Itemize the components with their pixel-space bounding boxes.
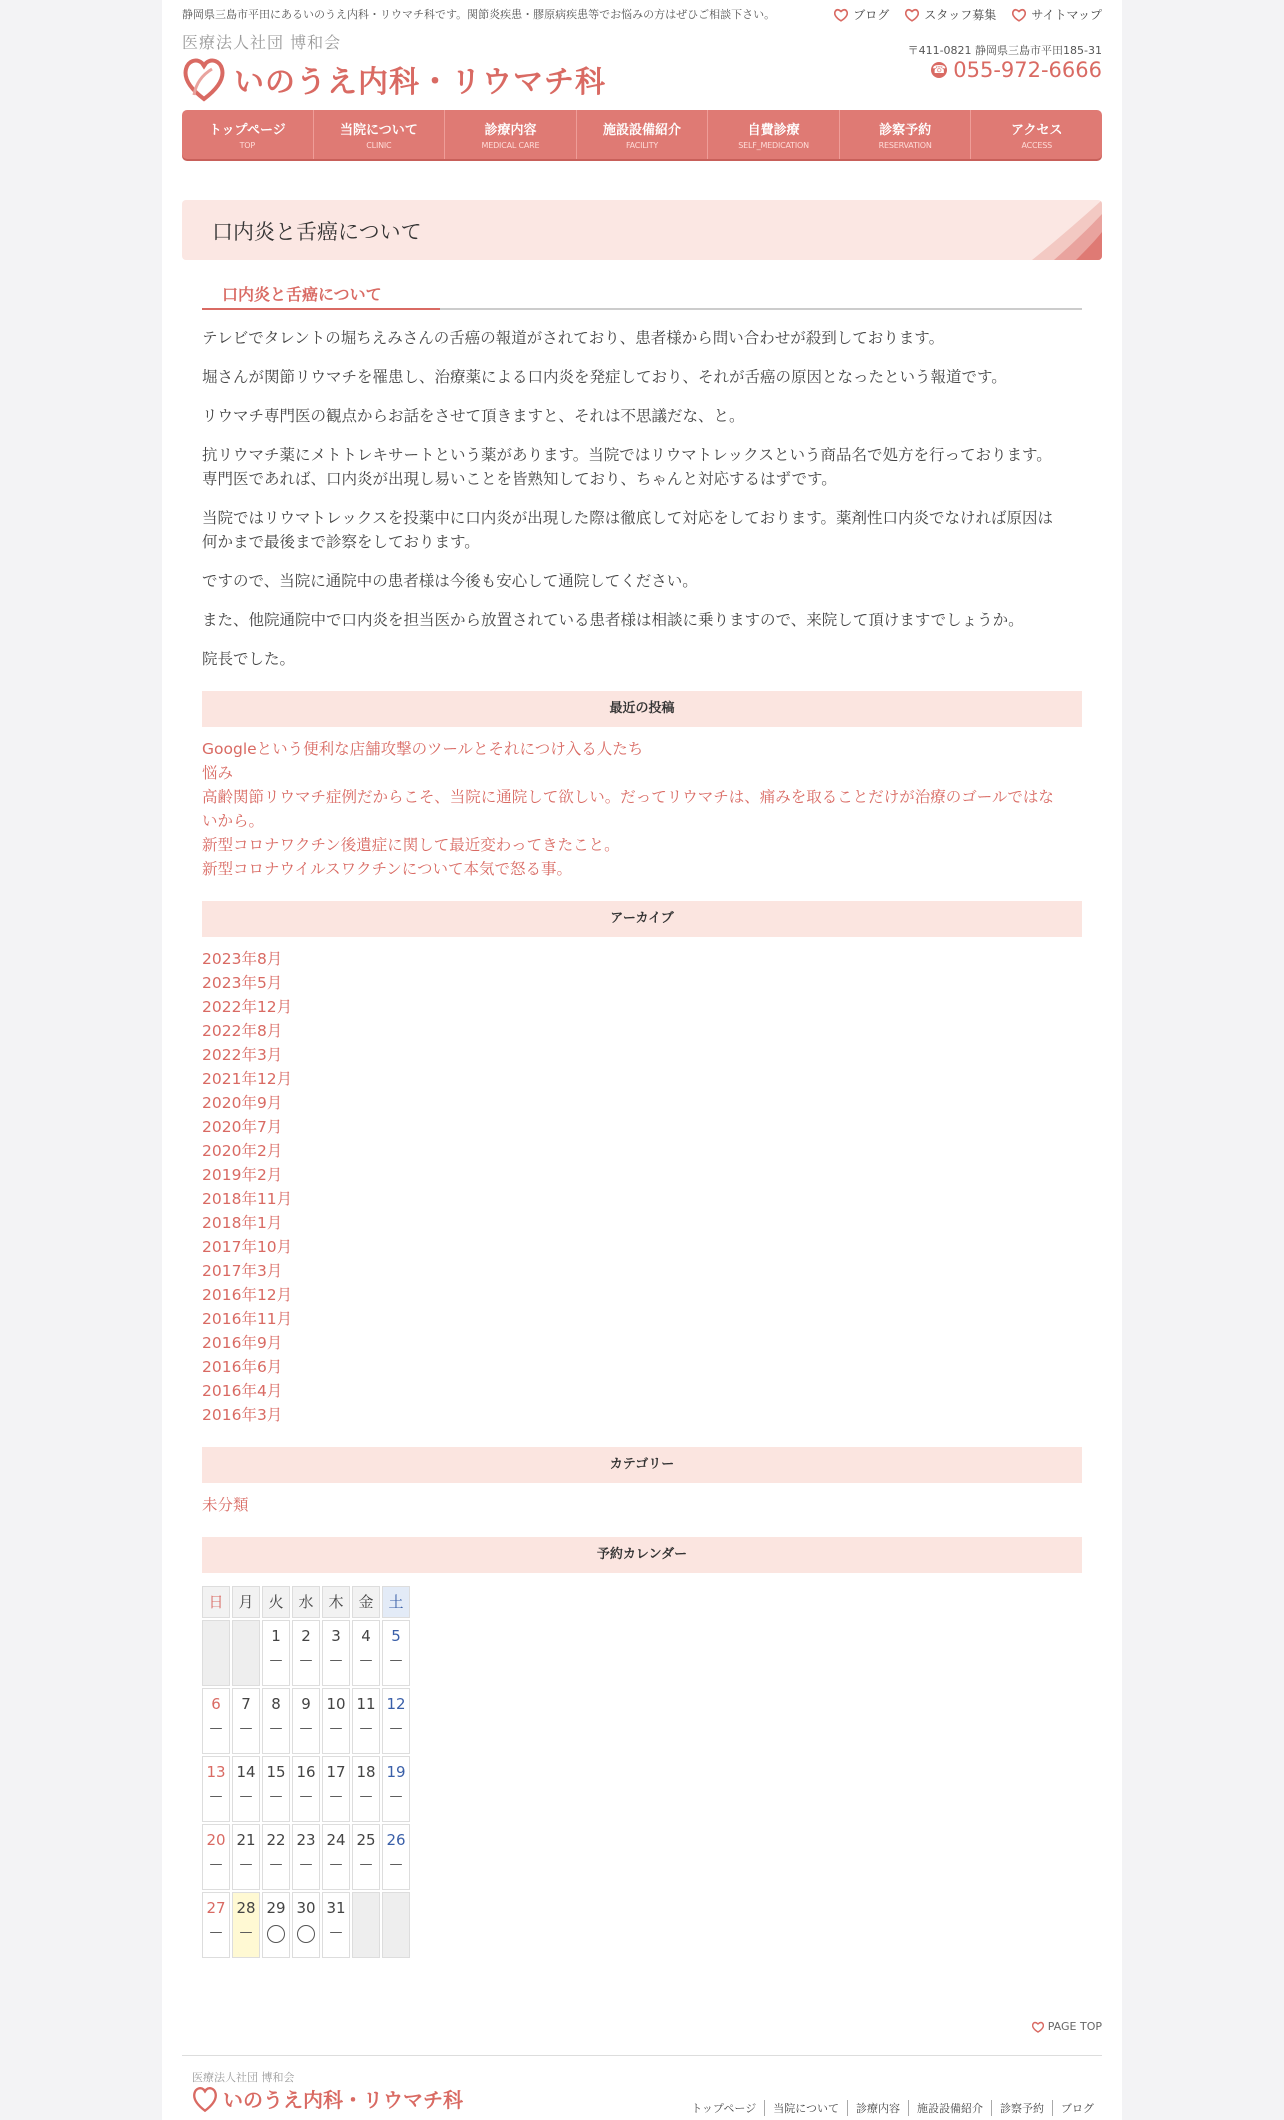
calendar-empty-cell [352, 1892, 380, 1958]
nav-item-label: 当院について [339, 123, 418, 138]
calendar-empty-cell [382, 1892, 410, 1958]
archive-link[interactable]: 2017年10月 [202, 1238, 293, 1256]
calendar-status-mark: — [299, 1789, 313, 1804]
calendar-day-number: 2 [301, 1627, 311, 1645]
calendar-status-mark: — [359, 1721, 373, 1736]
calendar-status-mark: — [209, 1857, 223, 1872]
calendar-day-number: 22 [266, 1831, 286, 1849]
top-links [834, 6, 1102, 23]
calendar-day-cell[interactable] [262, 1892, 290, 1958]
calendar-day-number: 4 [361, 1627, 371, 1645]
top-link-label: ブログ [853, 8, 890, 22]
page-top-link[interactable] [1032, 2020, 1102, 2033]
calendar-weekday: 金 [352, 1586, 380, 1618]
calendar-status-mark: — [329, 1857, 343, 1872]
footer-org-name: 医療法人社団 博和会 [192, 2071, 295, 2084]
phone-icon: ☎ [932, 63, 947, 76]
footer-nav-link[interactable]: 施設設備紹介 [908, 2100, 991, 2116]
calendar-status-mark: — [239, 1789, 253, 1804]
calendar-weekday: 木 [322, 1586, 350, 1618]
archive-link[interactable]: 2021年12月 [202, 1070, 293, 1088]
calendar-status-mark: — [269, 1653, 283, 1668]
calendar-status-mark: — [359, 1789, 373, 1804]
calendar-day-number: 15 [266, 1763, 286, 1781]
calendar-day-cell[interactable] [202, 1688, 230, 1754]
heart-logo-icon [182, 55, 226, 103]
calendar-day-cell[interactable] [262, 1688, 290, 1754]
page-title: 口内炎と舌癌について [212, 220, 422, 244]
calendar-status-mark: — [299, 1721, 313, 1736]
calendar-day-number: 19 [386, 1763, 406, 1781]
archive-link[interactable]: 2020年2月 [202, 1142, 283, 1160]
text-line: 何かまで最後まで診察をしております。 [202, 533, 480, 551]
nav-item-facility[interactable] [577, 110, 709, 159]
post-paragraph [202, 647, 1082, 671]
title-bar-decoration [1012, 200, 1102, 260]
calendar-status-mark: — [299, 1653, 313, 1668]
page [162, 0, 1122, 2120]
calendar-empty-cell [232, 1620, 260, 1686]
nav-item-top[interactable] [182, 110, 314, 159]
calendar-day-number: 24 [326, 1831, 346, 1849]
nav-item-label: 診療内容 [484, 123, 537, 138]
nav-item-label: 自費診療 [747, 123, 800, 138]
footer-clinic-name: いのうえ内科・リウマチ科 [223, 2088, 463, 2112]
top-link[interactable] [1012, 6, 1102, 23]
calendar-day-number: 21 [236, 1831, 256, 1849]
calendar-status-mark: — [269, 1789, 283, 1804]
calendar-empty-cell [202, 1620, 230, 1686]
text-line: 当院ではリウマトレックスを投薬中に口内炎が出現した際は徹底して対応をしております。薬剤性口内炎でなければ原因は [202, 509, 1053, 527]
calendar-day-cell[interactable] [262, 1824, 290, 1890]
recent-post-link[interactable] [202, 761, 1082, 785]
recent-posts-list [202, 737, 1082, 881]
text-line: 専門医であれば、口内炎が出現し易いことを皆熟知しており、ちゃんと対応するはずです。 [202, 470, 837, 488]
calendar-day-number: 3 [331, 1627, 341, 1645]
calendar-day-number: 7 [241, 1695, 251, 1713]
nav-item-sublabel: SELF_MEDICATION [738, 141, 809, 150]
page-title-bar [182, 200, 1102, 260]
heart-icon [834, 8, 848, 22]
calendar-day-cell[interactable] [292, 1824, 320, 1890]
calendar-day-cell[interactable] [322, 1824, 350, 1890]
archive-link[interactable]: 2020年7月 [202, 1118, 283, 1136]
calendar-day-cell[interactable] [202, 1892, 230, 1958]
archive-link[interactable]: 2016年4月 [202, 1382, 283, 1400]
calendar-heading: 予約カレンダー [202, 1537, 1082, 1573]
post-title-underline [202, 308, 440, 310]
post-paragraph [202, 608, 1082, 632]
nav-item-label: 診察予約 [879, 123, 932, 138]
calendar-status-mark: — [299, 1857, 313, 1872]
calendar-day-number: 27 [206, 1899, 226, 1917]
text-line: 抗リウマチ薬にメトトレキサートという薬があります。当院ではリウマトレックスという商品名で処方を行っております。 [202, 446, 1052, 464]
heart-icon [1032, 2021, 1044, 2033]
calendar-status-mark: — [239, 1721, 253, 1736]
calendar-status-mark: — [239, 1857, 253, 1872]
calendar-day-cell[interactable] [382, 1620, 410, 1686]
recent-post-link[interactable] [202, 737, 1082, 761]
recent-post-link[interactable] [202, 785, 1082, 833]
calendar-day-number: 5 [391, 1627, 401, 1645]
archive-link[interactable]: 2022年3月 [202, 1046, 283, 1064]
calendar-day-number: 18 [356, 1763, 376, 1781]
text-line: ですので、当院に通院中の患者様は今後も安心して通院してください。 [202, 572, 698, 590]
calendar-day-cell[interactable] [232, 1756, 260, 1822]
calendar-day-number: 26 [386, 1831, 406, 1849]
phone-number[interactable] [931, 58, 1102, 82]
post-paragraph [202, 569, 1082, 593]
org-name: 医療法人社団 博和会 [182, 33, 342, 52]
heart-icon [1012, 8, 1026, 22]
calendar-status-mark: — [209, 1789, 223, 1804]
calendar-status-mark: — [329, 1789, 343, 1804]
calendar-day-cell[interactable] [322, 1892, 350, 1958]
calendar-day-cell[interactable] [322, 1756, 350, 1822]
calendar-day-cell[interactable] [202, 1756, 230, 1822]
archive-link[interactable]: 2017年3月 [202, 1262, 283, 1280]
calendar-status-mark: — [389, 1857, 403, 1872]
calendar-day-number: 14 [236, 1763, 256, 1781]
post-paragraph [202, 506, 1082, 554]
calendar-day-cell[interactable] [232, 1824, 260, 1890]
footer-divider [182, 2055, 1102, 2056]
text-line: 堀さんが関節リウマチを罹患し、治療薬による口内炎を発症しており、それが舌癌の原因となったという報道です。 [202, 368, 1007, 386]
archive-link[interactable]: 2016年11月 [202, 1310, 293, 1328]
global-nav [182, 110, 1102, 159]
calendar-day-cell[interactable] [352, 1620, 380, 1686]
calendar-weekday: 月 [232, 1586, 260, 1618]
calendar-day-cell[interactable] [352, 1688, 380, 1754]
nav-item-label: トップページ [208, 123, 286, 138]
calendar-weekday: 水 [292, 1586, 320, 1618]
recent-posts-heading: 最近の投稿 [202, 691, 1082, 727]
post-paragraph [202, 365, 1082, 389]
heart-logo-icon [192, 2085, 218, 2113]
calendar-status-mark: — [329, 1925, 343, 1940]
calendar-day-cell[interactable] [322, 1688, 350, 1754]
calendar-day-number: 17 [326, 1763, 346, 1781]
calendar-day-cell[interactable] [292, 1892, 320, 1958]
site-tagline: 静岡県三島市平田にあるいのうえ内科・リウマチ科です。関節炎疾患・膠原病疾患等でお悩みの方はぜひご相談下さい。 [182, 8, 776, 21]
calendar-status-mark: — [239, 1925, 253, 1940]
top-link[interactable] [834, 6, 889, 23]
nav-item-label: 施設設備紹介 [603, 123, 682, 138]
text-line: また、他院通院中で口内炎を担当医から放置されている患者様は相談に乗りますので、来院して頂けますでしょうか。 [202, 611, 1024, 629]
nav-item-sublabel: ACCESS [1021, 141, 1053, 150]
calendar-status-mark: — [389, 1721, 403, 1736]
calendar-day-number: 31 [326, 1899, 346, 1917]
calendar-day-cell[interactable] [202, 1824, 230, 1890]
category-list [202, 1493, 1082, 1517]
calendar-weekday: 火 [262, 1586, 290, 1618]
calendar-day-cell[interactable] [232, 1688, 260, 1754]
top-link[interactable] [905, 6, 996, 23]
calendar-day-number: 13 [206, 1763, 226, 1781]
calendar-day-number: 9 [301, 1695, 311, 1713]
calendar-day-cell[interactable] [292, 1756, 320, 1822]
calendar-day-cell[interactable] [382, 1688, 410, 1754]
post-paragraph [202, 404, 1082, 428]
calendar-day-number: 29 [266, 1899, 286, 1917]
nav-item-reservation[interactable] [840, 110, 972, 159]
nav-item-self-medication[interactable] [708, 110, 840, 159]
calendar-day-number: 12 [386, 1695, 406, 1713]
calendar-day-cell[interactable] [292, 1620, 320, 1686]
heart-icon [905, 8, 919, 22]
calendar-day-number: 16 [296, 1763, 316, 1781]
calendar-day-number: 10 [326, 1695, 346, 1713]
calendar-status-mark: — [359, 1857, 373, 1872]
text-line: 悩み [202, 764, 234, 782]
calendar-day-number: 6 [211, 1695, 221, 1713]
nav-item-sublabel: RESERVATION [878, 141, 932, 150]
calendar-day-cell[interactable] [262, 1620, 290, 1686]
archive-link[interactable]: 2023年8月 [202, 950, 283, 968]
top-link-label: サイトマップ [1031, 8, 1102, 22]
page-top-label: PAGE TOP [1047, 2020, 1102, 2033]
archive-link[interactable]: 2016年6月 [202, 1358, 283, 1376]
archive-link[interactable]: 2016年12月 [202, 1286, 293, 1304]
footer-nav-link[interactable]: ブログ [1052, 2100, 1102, 2116]
nav-item-access[interactable] [971, 110, 1102, 159]
calendar-status-mark: — [389, 1653, 403, 1668]
reservation-calendar [200, 1584, 412, 1960]
archive-link[interactable]: 2018年1月 [202, 1214, 283, 1232]
nav-item-sublabel: MEDICAL CARE [481, 141, 540, 150]
calendar-status-mark: — [359, 1653, 373, 1668]
calendar-status-mark: — [329, 1653, 343, 1668]
calendar-day-number: 1 [271, 1627, 281, 1645]
nav-item-sublabel: TOP [239, 141, 255, 150]
footer-nav-link[interactable]: 当院について [764, 2100, 847, 2116]
phone-number-text: 055-972-6666 [953, 58, 1102, 82]
archive-heading: アーカイブ [202, 901, 1082, 937]
text-line: 院長でした。 [202, 650, 296, 668]
nav-item-sublabel: FACILITY [625, 141, 659, 150]
text-line: Googleという便利な店舗攻撃のツールとそれにつけ入る人たち [202, 740, 644, 758]
calendar-weekday: 日 [202, 1586, 230, 1618]
calendar-day-number: 23 [296, 1831, 316, 1849]
available-circle-icon[interactable] [297, 1925, 315, 1943]
calendar-day-number: 11 [356, 1695, 376, 1713]
calendar-status-mark: — [329, 1721, 343, 1736]
calendar-status-mark: — [389, 1789, 403, 1804]
nav-item-clinic[interactable] [314, 110, 446, 159]
text-line: いから。 [202, 812, 265, 830]
calendar-day-cell[interactable] [262, 1756, 290, 1822]
footer-logo[interactable] [192, 2084, 463, 2113]
archive-link[interactable]: 2023年5月 [202, 974, 283, 992]
archive-link[interactable]: 2016年9月 [202, 1334, 283, 1352]
footer-nav-link[interactable]: トップページ [691, 2102, 757, 2115]
archive-link[interactable]: 2022年12月 [202, 998, 293, 1016]
clinic-address: 〒411-0821 静岡県三島市平田185-31 [907, 44, 1102, 57]
nav-item-label: アクセス [1010, 123, 1063, 138]
category-link[interactable]: 未分類 [202, 1496, 249, 1514]
text-line: テレビでタレントの堀ちえみさんの舌癌の報道がされており、患者様から問い合わせが殺到しております。 [202, 329, 945, 347]
archive-link[interactable]: 2022年8月 [202, 1022, 283, 1040]
text-line: リウマチ専門医の観点からお話をさせて頂きますと、それは不思議だな、と。 [202, 407, 745, 425]
archive-link[interactable]: 2016年3月 [202, 1406, 283, 1424]
calendar-day-cell[interactable] [322, 1620, 350, 1686]
archive-list [202, 947, 1082, 1427]
category-heading: カテゴリー [202, 1447, 1082, 1483]
text-line: 新型コロナウイルスワクチンについて本気で怒る事。 [202, 860, 572, 878]
footer-nav-link[interactable]: 診察予約 [991, 2100, 1052, 2116]
post-title: 口内炎と舌癌について [222, 285, 382, 304]
footer-nav [683, 2100, 1102, 2116]
calendar-day-number: 20 [206, 1831, 226, 1849]
top-link-label: スタッフ募集 [924, 8, 997, 22]
calendar-status-mark: — [209, 1721, 223, 1736]
post-paragraph [202, 326, 1082, 350]
calendar-day-cell[interactable] [232, 1892, 260, 1958]
calendar-day-cell[interactable] [352, 1824, 380, 1890]
calendar-day-cell[interactable] [352, 1756, 380, 1822]
archive-link[interactable]: 2020年9月 [202, 1094, 283, 1112]
nav-item-sublabel: CLINIC [366, 141, 392, 150]
archive-link[interactable]: 2019年2月 [202, 1166, 283, 1184]
calendar-weekday: 土 [382, 1586, 410, 1618]
calendar-day-number: 25 [356, 1831, 376, 1849]
available-circle-icon[interactable] [267, 1925, 285, 1943]
footer-nav-link[interactable]: 診療内容 [847, 2100, 908, 2116]
calendar-day-cell[interactable] [292, 1688, 320, 1754]
archive-link[interactable]: 2018年11月 [202, 1190, 293, 1208]
calendar-status-mark: — [269, 1857, 283, 1872]
calendar-day-number: 28 [236, 1899, 256, 1917]
calendar-day-cell[interactable] [382, 1824, 410, 1890]
post-paragraph [202, 443, 1082, 491]
recent-post-link[interactable] [202, 857, 1082, 881]
text-line: 高齢関節リウマチ症例だからこそ、当院に通院して欲しい。だってリウマチは、痛みを取ることだけが治療のゴールではな [202, 788, 1054, 806]
calendar-day-number: 8 [271, 1695, 281, 1713]
calendar-status-mark: — [209, 1925, 223, 1940]
post-heading [202, 280, 1082, 310]
calendar-day-number: 30 [296, 1899, 316, 1917]
text-line: 新型コロナワクチン後遺症に関して最近変わってきたこと。 [202, 836, 620, 854]
nav-item-medical-care[interactable] [445, 110, 577, 159]
recent-post-link[interactable] [202, 833, 1082, 857]
calendar-day-cell[interactable] [382, 1756, 410, 1822]
clinic-name: いのうえ内科・リウマチ科 [234, 65, 606, 100]
calendar-status-mark: — [269, 1721, 283, 1736]
